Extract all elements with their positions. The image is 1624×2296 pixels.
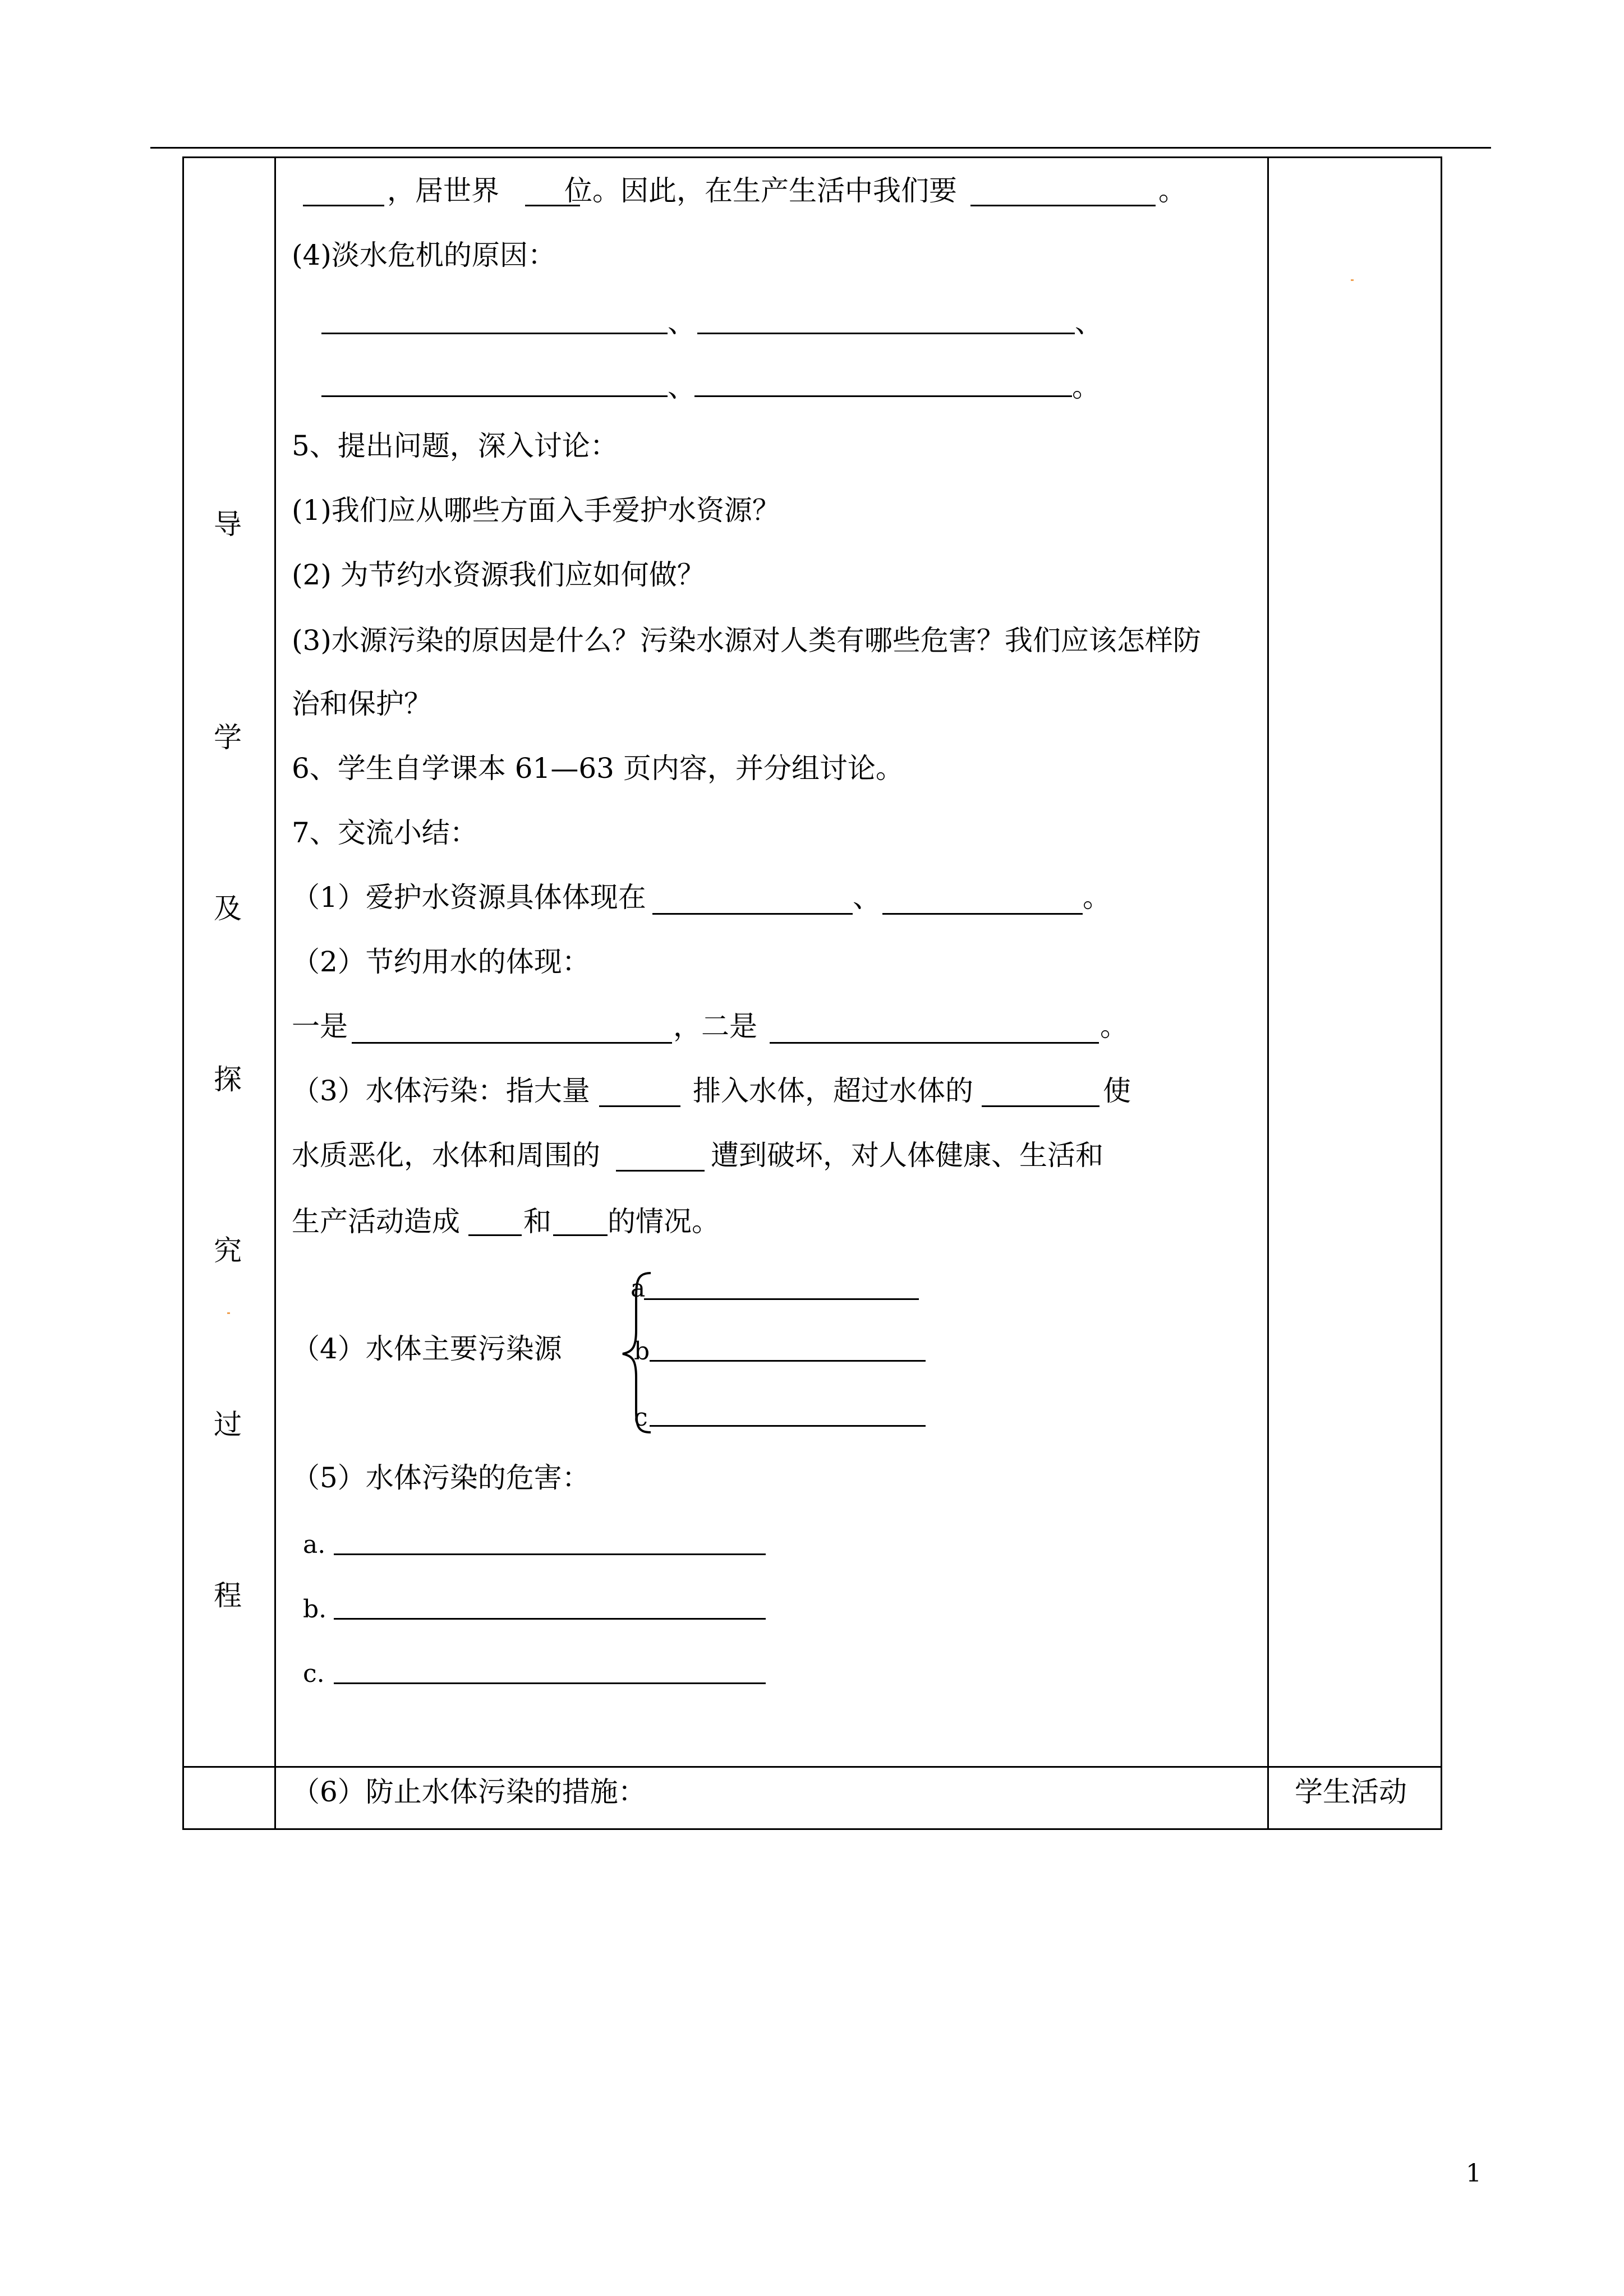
summary-line: 生产活动造成	[292, 1205, 460, 1238]
separator: 、	[668, 306, 696, 339]
question: (2) 为节约水资源我们应如何做？	[292, 559, 705, 591]
summary-line: （2）节约用水的体现：	[292, 946, 590, 978]
summary-line: 遭到破坏，对人体健康、生活和	[711, 1139, 1103, 1172]
blank-line[interactable]	[694, 395, 1072, 397]
blank-line[interactable]	[770, 1042, 1099, 1044]
sidebar-char-4: 探	[214, 1063, 242, 1096]
sidebar-char-1: 导	[214, 508, 242, 541]
summary-line: 的情况。	[608, 1205, 720, 1238]
column-divider-2	[1267, 156, 1269, 1830]
separator: 。	[1083, 881, 1111, 914]
question: 治和保护？	[292, 688, 432, 720]
blank-line[interactable]	[697, 333, 1075, 334]
column-divider-1	[274, 156, 276, 1830]
list-marker: b.	[303, 1595, 327, 1624]
list-marker: a	[631, 1274, 646, 1303]
sidebar-char-7: 程	[214, 1579, 242, 1612]
section-heading: 5、提出问题，深入讨论：	[292, 430, 618, 462]
blank-line[interactable]	[321, 333, 668, 334]
text-line: 。	[1158, 174, 1186, 207]
list-marker: b	[634, 1337, 650, 1366]
separator: 。	[1072, 371, 1100, 403]
sidebar-char-6: 过	[214, 1408, 242, 1441]
separator: 。	[1100, 1010, 1128, 1043]
summary-line: 和	[523, 1205, 551, 1238]
summary-line: ，二是	[673, 1010, 757, 1043]
blank-line[interactable]	[644, 1298, 919, 1300]
blank-line[interactable]	[882, 913, 1083, 915]
separator: 、	[1075, 306, 1103, 339]
table-border-right	[1441, 156, 1442, 1830]
blank-line[interactable]	[599, 1105, 680, 1107]
list-marker: c	[634, 1403, 648, 1432]
sidebar-char-5: 究	[214, 1234, 242, 1267]
summary-line: （1）爱护水资源具体体现在	[292, 881, 646, 914]
table-border-bottom	[182, 1828, 1442, 1830]
text-line: ，居世界	[387, 174, 499, 207]
blank-line[interactable]	[982, 1105, 1099, 1107]
summary-line: 一是	[292, 1010, 348, 1043]
blank-line[interactable]	[352, 1042, 672, 1044]
question: (1)我们应从哪些方面入手爱护水资源？	[292, 494, 780, 527]
summary-line: 排入水体，超过水体的	[693, 1075, 973, 1107]
summary-line: （3）水体污染：指大量	[292, 1075, 590, 1107]
summary-line: 使	[1103, 1075, 1131, 1107]
sidebar-char-3: 及	[214, 892, 242, 925]
worksheet-table	[182, 156, 1442, 1830]
separator: 、	[668, 371, 696, 403]
blank-line[interactable]	[334, 1618, 766, 1620]
blank-line[interactable]	[321, 395, 668, 397]
text-line: 位。因此，在生产生活中我们要	[564, 174, 957, 207]
list-marker: c.	[303, 1659, 325, 1688]
blank-line[interactable]	[553, 1234, 608, 1236]
blank-line[interactable]	[652, 913, 853, 915]
blank-line[interactable]	[468, 1234, 522, 1236]
summary-line: （4）水体主要污染源	[292, 1333, 562, 1365]
blank-line[interactable]	[650, 1425, 926, 1427]
list-marker: a.	[303, 1530, 326, 1559]
blank-line[interactable]	[334, 1682, 766, 1684]
table-border-top	[182, 156, 1442, 158]
header-rule	[150, 147, 1491, 149]
blank-line[interactable]	[303, 205, 384, 206]
summary-line: （5）水体污染的危害：	[292, 1461, 590, 1494]
instruction: 6、学生自学课本 61—63 页内容，并分组讨论。	[292, 752, 904, 785]
stray-mark	[227, 1312, 230, 1314]
section-heading: 7、交流小结：	[292, 817, 478, 849]
blank-line[interactable]	[650, 1360, 926, 1362]
page-number: 1	[1466, 2159, 1482, 2188]
separator: 、	[853, 881, 881, 914]
blank-line[interactable]	[616, 1170, 705, 1172]
blank-line[interactable]	[970, 205, 1156, 206]
blank-line[interactable]	[334, 1553, 766, 1555]
summary-line: （6）防止水体污染的措施：	[292, 1776, 646, 1808]
stray-mark	[1351, 279, 1354, 281]
question: (3)水源污染的原因是什么？污染水源对人类有哪些危害？我们应该怎样防	[292, 624, 1201, 657]
table-border-left	[182, 156, 184, 1830]
section-heading: (4)淡水危机的原因：	[292, 239, 556, 271]
sidebar-char-2: 学	[214, 721, 242, 754]
summary-line: 水质恶化，水体和周围的	[292, 1139, 600, 1172]
right-column-label: 学生活动	[1295, 1776, 1407, 1808]
row-divider	[182, 1766, 1442, 1768]
